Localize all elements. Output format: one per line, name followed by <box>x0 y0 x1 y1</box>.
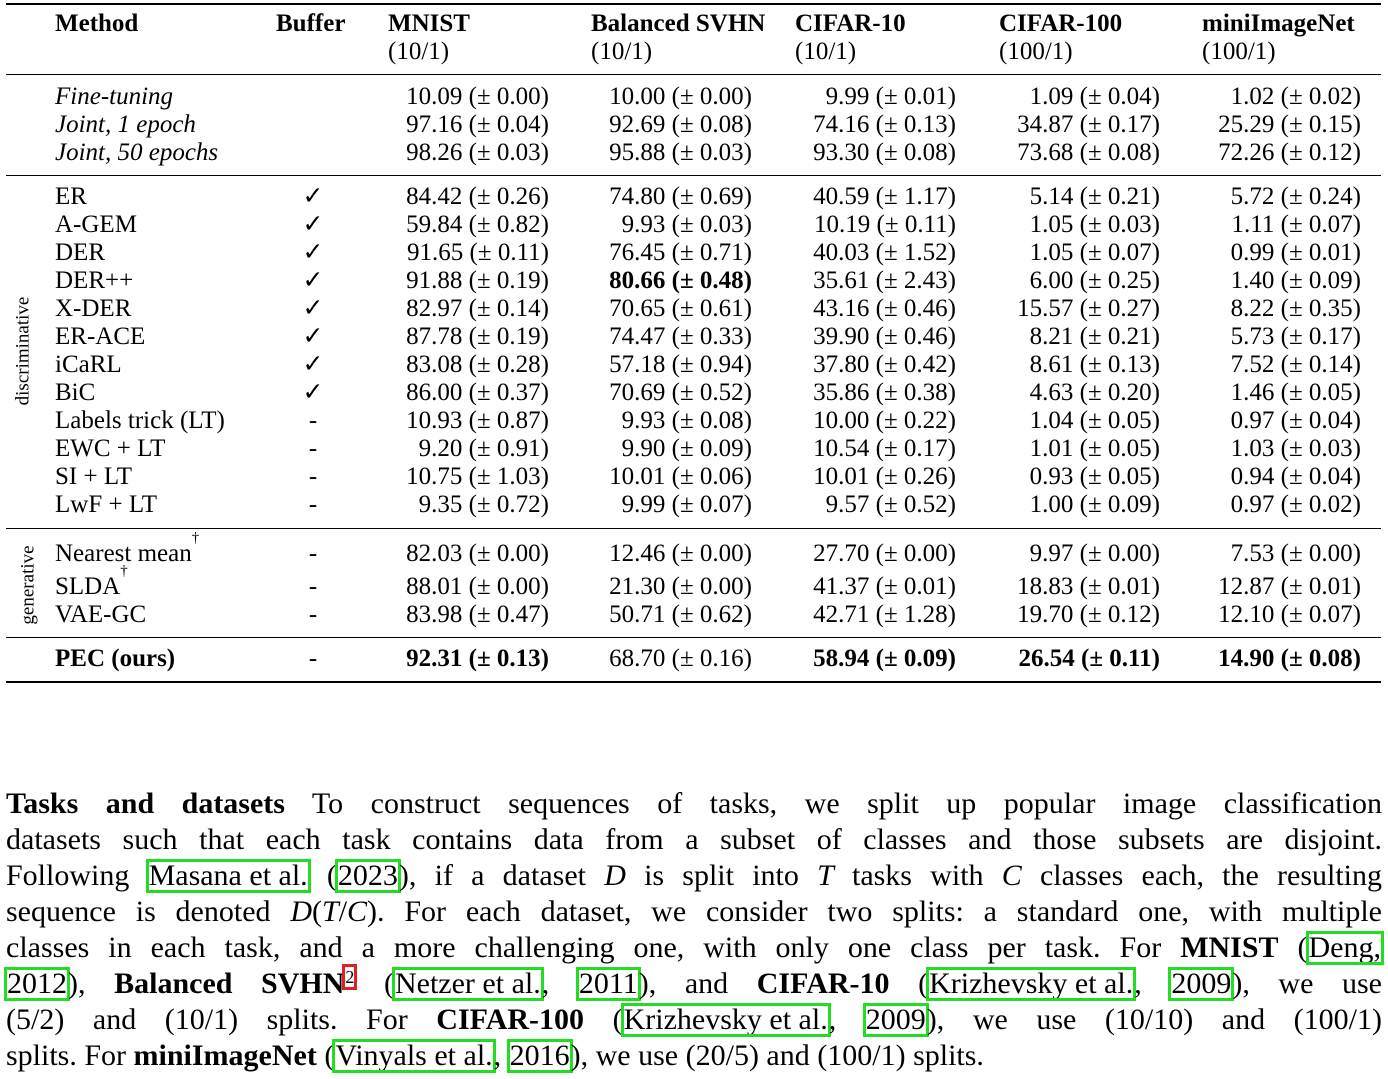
accuracy-cell: 74.80 (± 0.69) <box>609 183 752 210</box>
buffer-dash: - <box>308 407 318 434</box>
buffer-checkmark: ✓ <box>302 379 324 406</box>
text-run: To construct sequences of tasks, we split up popular image classification <box>284 787 1382 820</box>
accuracy-cell: 5.73 (± 0.17) <box>1230 323 1361 350</box>
accuracy-cell: 25.29 (± 0.15) <box>1218 111 1361 138</box>
accuracy-cell: 50.71 (± 0.62) <box>609 601 752 628</box>
accuracy-cell: 40.59 (± 1.17) <box>813 183 956 210</box>
dagger-footnote-mark: † <box>120 563 128 579</box>
method-name: iCaRL <box>55 351 122 378</box>
column-header-mnist: MNIST <box>388 10 470 37</box>
text-run: , <box>828 1003 865 1036</box>
accuracy-cell: 43.16 (± 0.46) <box>813 295 956 322</box>
accuracy-cell: 15.57 (± 0.27) <box>1017 295 1160 322</box>
paragraph-line <box>6 822 1382 858</box>
accuracy-cell: 82.03 (± 0.00) <box>406 540 549 567</box>
accuracy-cell: 0.97 (± 0.04) <box>1230 407 1361 434</box>
accuracy-cell: 1.03 (± 0.03) <box>1230 435 1361 462</box>
accuracy-cell: 83.08 (± 0.28) <box>406 351 549 378</box>
paragraph-line <box>6 858 1382 894</box>
accuracy-cell: 5.72 (± 0.24) <box>1230 183 1361 210</box>
accuracy-cell: 39.90 (± 0.46) <box>813 323 956 350</box>
accuracy-cell: 12.46 (± 0.00) <box>609 540 752 567</box>
text-run: ), and <box>638 967 757 1000</box>
accuracy-cell: 9.20 (± 0.91) <box>418 435 549 462</box>
column-subheader: (100/1) <box>1202 38 1276 65</box>
text-run: splits. For <box>6 1039 134 1072</box>
accuracy-cell: 10.54 (± 0.17) <box>813 435 956 462</box>
buffer-dash: - <box>308 645 318 672</box>
math-symbol: C <box>1001 859 1022 892</box>
accuracy-cell: 70.65 (± 0.61) <box>609 295 752 322</box>
accuracy-cell: 40.03 (± 1.52) <box>813 239 956 266</box>
paragraph-line <box>6 894 1382 930</box>
table-bottom-rule <box>6 681 1381 683</box>
generative-group-rule <box>6 637 1381 638</box>
accuracy-cell: 73.68 (± 0.08) <box>1017 139 1160 166</box>
column-header-cifar-10: CIFAR-10 <box>795 10 906 37</box>
math-symbol: T <box>322 895 339 928</box>
accuracy-cell: 58.94 (± 0.09) <box>813 645 956 672</box>
footnote-link[interactable]: 2 <box>345 967 355 987</box>
paragraph-line <box>6 966 1382 1002</box>
paragraph-line <box>6 1002 1382 1038</box>
accuracy-cell: 10.93 (± 0.87) <box>406 407 549 434</box>
accuracy-cell: 1.01 (± 0.05) <box>1029 435 1160 462</box>
text-run: tasks with <box>833 859 1002 892</box>
text-run: datasets such that each task contains data from a subset of classes and those subsets are disjoint. <box>6 823 1382 856</box>
method-name: SI + LT <box>55 463 133 490</box>
citation-link[interactable]: Vinyals et al. <box>335 1039 493 1072</box>
text-run: ), we use <box>1232 967 1382 1000</box>
method-name: DER <box>55 239 105 266</box>
accuracy-cell: 98.26 (± 0.03) <box>406 139 549 166</box>
citation-link[interactable]: 2012 <box>7 967 67 1000</box>
text-run: ( <box>355 967 394 1000</box>
text-run: ), we use (10/10) and (100/1) <box>926 1003 1382 1036</box>
method-name: Labels trick (LT) <box>55 407 225 434</box>
accuracy-cell: 1.05 (± 0.07) <box>1029 239 1160 266</box>
buffer-dash: - <box>308 601 318 628</box>
accuracy-cell: 9.99 (± 0.07) <box>621 491 752 518</box>
column-subheader: (10/1) <box>795 38 857 65</box>
buffer-dash: - <box>308 435 318 462</box>
buffer-dash: - <box>308 573 318 600</box>
accuracy-cell: 7.53 (± 0.00) <box>1230 540 1361 567</box>
accuracy-cell: 26.54 (± 0.11) <box>1018 645 1160 672</box>
column-header-method: Method <box>55 10 139 37</box>
buffer-dash: - <box>308 491 318 518</box>
accuracy-cell: 84.42 (± 0.26) <box>406 183 549 210</box>
buffer-checkmark: ✓ <box>302 183 324 210</box>
bold-term: CIFAR-10 <box>756 967 890 1000</box>
paragraph-line <box>6 930 1382 966</box>
dagger-footnote-mark: † <box>191 530 200 546</box>
accuracy-cell: 27.70 (± 0.00) <box>813 540 956 567</box>
column-header-balanced-svhn: Balanced SVHN <box>591 10 766 37</box>
accuracy-cell: 0.94 (± 0.04) <box>1230 463 1361 490</box>
text-run: , <box>493 1039 509 1072</box>
accuracy-cell: 10.01 (± 0.06) <box>609 463 752 490</box>
text-run: classes each, the resulting <box>1021 859 1383 892</box>
accuracy-cell: 95.88 (± 0.03) <box>609 139 752 166</box>
paragraph-line <box>6 1038 1382 1074</box>
math-symbol: D <box>604 859 626 892</box>
accuracy-cell: 1.46 (± 0.05) <box>1230 379 1361 406</box>
accuracy-cell: 1.05 (± 0.03) <box>1029 211 1160 238</box>
accuracy-cell: 10.00 (± 0.00) <box>609 83 752 110</box>
text-run: ( <box>889 967 929 1000</box>
math-symbol: T <box>817 859 834 892</box>
accuracy-cell: 88.01 (± 0.00) <box>406 573 549 600</box>
method-name: BiC <box>55 379 96 406</box>
accuracy-cell: 1.02 (± 0.02) <box>1230 83 1361 110</box>
method-name: EWC + LT <box>55 435 166 462</box>
text-run: ( <box>312 895 322 928</box>
column-subheader: (10/1) <box>591 38 653 65</box>
math-symbol: D <box>290 895 312 928</box>
accuracy-cell: 35.61 (± 2.43) <box>813 267 956 294</box>
accuracy-cell: 14.90 (± 0.08) <box>1218 645 1361 672</box>
text-run: , <box>1134 967 1171 1000</box>
method-name: X-DER <box>55 295 132 322</box>
accuracy-cell: 34.87 (± 0.17) <box>1017 111 1160 138</box>
accuracy-cell: 8.61 (± 0.13) <box>1029 351 1160 378</box>
text-run: ), if a dataset <box>398 859 605 892</box>
method-name: Joint, 1 epoch <box>55 111 196 138</box>
accuracy-cell: 9.93 (± 0.03) <box>621 211 752 238</box>
method-name: ER-ACE <box>55 323 146 350</box>
citation-link[interactable]: 2016 <box>509 1039 570 1072</box>
discriminative-group-label: discriminative <box>11 296 33 406</box>
accuracy-cell: 9.35 (± 0.72) <box>418 491 549 518</box>
accuracy-cell: 92.31 (± 0.13) <box>406 645 549 672</box>
accuracy-cell: 91.65 (± 0.11) <box>407 239 549 266</box>
buffer-checkmark: ✓ <box>302 239 324 266</box>
citation-link[interactable]: Krizhevsky et al. <box>929 967 1134 1000</box>
accuracy-cell: 1.00 (± 0.09) <box>1029 491 1160 518</box>
bold-term: Balanced SVHN <box>114 967 345 1000</box>
accuracy-cell: 37.80 (± 0.42) <box>813 351 956 378</box>
accuracy-cell: 82.97 (± 0.14) <box>406 295 549 322</box>
accuracy-cell: 93.30 (± 0.08) <box>813 139 956 166</box>
text-run: ( <box>584 1003 623 1036</box>
text-run: ( <box>308 859 337 892</box>
column-subheader: (100/1) <box>999 38 1073 65</box>
accuracy-cell: 97.16 (± 0.04) <box>406 111 549 138</box>
bold-term: miniImageNet <box>133 1039 317 1072</box>
text-run: (5/2) and (10/1) splits. For <box>6 1003 437 1036</box>
citation-link[interactable]: 2011 <box>578 967 638 1000</box>
text-run: / <box>338 895 348 928</box>
method-name: Fine-tuning <box>55 83 174 110</box>
math-symbol: C <box>347 895 368 928</box>
method-name: VAE-GC <box>55 601 147 628</box>
text-run: sequence is denoted <box>6 895 291 928</box>
method-name: PEC (ours) <box>55 645 176 672</box>
accuracy-cell: 12.10 (± 0.07) <box>1218 601 1361 628</box>
accuracy-cell: 1.40 (± 0.09) <box>1230 267 1361 294</box>
accuracy-cell: 0.93 (± 0.05) <box>1029 463 1160 490</box>
citation-link[interactable]: Krizhevsky et al. <box>623 1003 828 1036</box>
paragraph-line <box>6 786 1382 822</box>
generative-group-label: generative <box>17 545 39 625</box>
buffer-dash: - <box>308 463 318 490</box>
accuracy-cell: 72.26 (± 0.12) <box>1218 139 1361 166</box>
buffer-checkmark: ✓ <box>302 351 324 378</box>
accuracy-cell: 12.87 (± 0.01) <box>1218 573 1361 600</box>
accuracy-cell: 87.78 (± 0.19) <box>406 323 549 350</box>
bold-term: Tasks and datasets <box>6 787 285 820</box>
method-name: SLDA† <box>55 563 128 600</box>
accuracy-cell: 10.09 (± 0.00) <box>406 83 549 110</box>
method-name: DER++ <box>55 267 134 294</box>
accuracy-cell: 10.01 (± 0.26) <box>813 463 956 490</box>
accuracy-cell: 0.97 (± 0.02) <box>1230 491 1361 518</box>
accuracy-cell: 8.22 (± 0.35) <box>1230 295 1361 322</box>
text-run: , <box>541 967 578 1000</box>
buffer-checkmark: ✓ <box>302 267 324 294</box>
accuracy-cell: 19.70 (± 0.12) <box>1017 601 1160 628</box>
accuracy-cell: 1.09 (± 0.04) <box>1029 83 1160 110</box>
accuracy-cell: 59.84 (± 0.82) <box>406 211 549 238</box>
accuracy-cell: 5.14 (± 0.21) <box>1029 183 1160 210</box>
accuracy-cell: 41.37 (± 0.01) <box>813 573 956 600</box>
accuracy-cell: 83.98 (± 0.47) <box>406 601 549 628</box>
column-subheader: (10/1) <box>388 38 450 65</box>
citation-link[interactable]: 2009 <box>865 1003 926 1036</box>
method-name: ER <box>55 183 87 210</box>
accuracy-cell: 18.83 (± 0.01) <box>1017 573 1160 600</box>
text-run: ( <box>1278 931 1308 964</box>
accuracy-cell: 86.00 (± 0.37) <box>406 379 549 406</box>
accuracy-cell: 76.45 (± 0.71) <box>609 239 752 266</box>
accuracy-cell: 7.52 (± 0.14) <box>1230 351 1361 378</box>
citation-link[interactable]: Masana et al. <box>148 859 308 892</box>
column-header-miniimagenet: miniImageNet <box>1202 10 1355 37</box>
citation-link[interactable]: Netzer et al. <box>394 967 541 1000</box>
buffer-dash: - <box>308 540 318 567</box>
buffer-checkmark: ✓ <box>302 323 324 350</box>
accuracy-cell: 1.11 (± 0.07) <box>1231 211 1361 238</box>
accuracy-cell: 42.71 (± 1.28) <box>813 601 956 628</box>
citation-link[interactable]: 2023 <box>337 859 398 892</box>
accuracy-cell: 74.47 (± 0.33) <box>609 323 752 350</box>
column-header-buffer: Buffer <box>276 10 346 37</box>
accuracy-cell: 9.57 (± 0.52) <box>825 491 956 518</box>
accuracy-cell: 1.04 (± 0.05) <box>1029 407 1160 434</box>
accuracy-cell: 68.70 (± 0.16) <box>609 645 752 672</box>
accuracy-cell: 9.97 (± 0.00) <box>1029 540 1160 567</box>
method-name: LwF + LT <box>55 491 158 518</box>
baseline-group-rule <box>6 175 1381 176</box>
accuracy-cell: 74.16 (± 0.13) <box>813 111 956 138</box>
buffer-checkmark: ✓ <box>302 295 324 322</box>
accuracy-cell: 9.93 (± 0.08) <box>621 407 752 434</box>
text-run: Following <box>6 859 148 892</box>
accuracy-cell: 10.75 (± 1.03) <box>406 463 549 490</box>
accuracy-cell: 57.18 (± 0.94) <box>609 351 752 378</box>
text-run: classes in each task, and a more challenging one, with only one class per task. For <box>6 931 1181 964</box>
method-name: Nearest mean† <box>55 530 200 567</box>
accuracy-cell: 9.99 (± 0.01) <box>825 83 956 110</box>
accuracy-cell: 91.88 (± 0.19) <box>406 267 549 294</box>
table-top-rule <box>6 3 1381 5</box>
bold-term: CIFAR-100 <box>436 1003 585 1036</box>
accuracy-cell: 0.99 (± 0.01) <box>1230 239 1361 266</box>
method-name: A-GEM <box>55 211 137 238</box>
accuracy-cell: 21.30 (± 0.00) <box>609 573 752 600</box>
citation-link[interactable]: 2009 <box>1171 967 1232 1000</box>
text-run: ( <box>316 1039 335 1072</box>
text-run: is split into <box>625 859 818 892</box>
accuracy-cell: 70.69 (± 0.52) <box>609 379 752 406</box>
buffer-checkmark: ✓ <box>302 211 324 238</box>
header-rule <box>6 74 1381 75</box>
accuracy-cell: 4.63 (± 0.20) <box>1029 379 1160 406</box>
text-run: ), <box>68 967 115 1000</box>
accuracy-cell: 8.21 (± 0.21) <box>1029 323 1160 350</box>
citation-link[interactable]: Deng, <box>1308 931 1381 964</box>
method-name: Joint, 50 epochs <box>55 139 219 166</box>
accuracy-cell: 92.69 (± 0.08) <box>609 111 752 138</box>
accuracy-cell: 35.86 (± 0.38) <box>813 379 956 406</box>
column-header-cifar-100: CIFAR-100 <box>999 10 1123 37</box>
discriminative-group-rule <box>6 528 1381 529</box>
text-run: ), we use (20/5) and (100/1) splits. <box>570 1039 984 1072</box>
accuracy-cell: 6.00 (± 0.25) <box>1029 267 1160 294</box>
text-run: ). For each dataset, we consider two splits: a standard one, with multiple <box>367 895 1382 928</box>
accuracy-cell: 9.90 (± 0.09) <box>621 435 752 462</box>
bold-term: MNIST <box>1180 931 1279 964</box>
accuracy-cell: 10.19 (± 0.11) <box>814 211 956 238</box>
accuracy-cell: 10.00 (± 0.22) <box>813 407 956 434</box>
tasks-and-datasets-paragraph <box>6 786 1382 1074</box>
accuracy-cell: 80.66 (± 0.48) <box>609 267 752 294</box>
